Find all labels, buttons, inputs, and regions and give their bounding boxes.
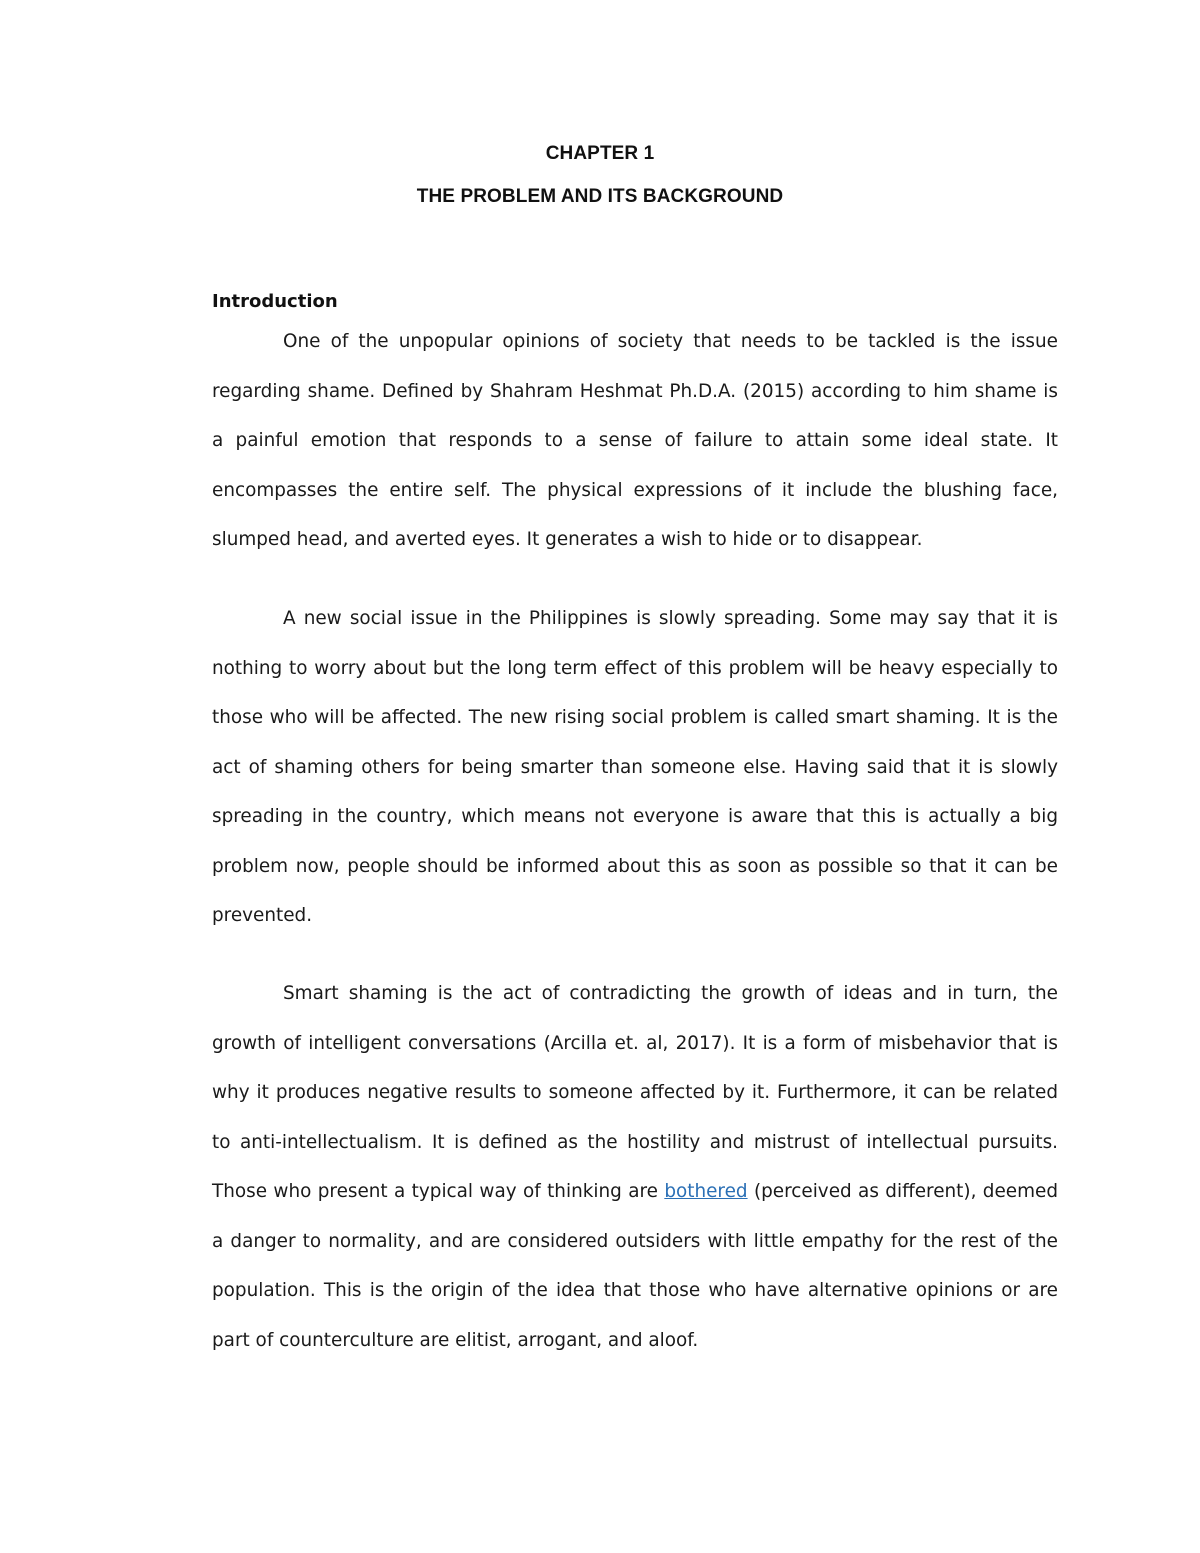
paragraph-anti-intellectualism: [212, 969, 1058, 1365]
section-heading-introduction: Introduction: [212, 291, 338, 312]
chapter-number: CHAPTER 1: [545, 143, 655, 164]
chapter-title: THE PROBLEM AND ITS BACKGROUND: [416, 186, 784, 207]
bothered-link[interactable]: bothered: [664, 1181, 748, 1202]
paragraph-text-before-link: Smart shaming is the act of contradicting the growth of ideas and in turn, the growth of intelligent conversations (Arcilla et. al, 2017). It is a form of misbehavior that is why it produces negative results to someone affected by it. Furthermore, it can be related to anti-intellectualism. It is defined as the hostility and mistrust of intellectual pursuits. Those who present a typical way of thinking are: [212, 983, 1058, 1202]
paragraph-shame-definition: One of the unpopular opinions of society that needs to be tackled is the issue regarding shame. Defined by Shahram Heshmat Ph.D.A. (2015) according to him shame is a painful emotion that responds to a sense of failure to attain some ideal state. It encompasses the entire self. The physical expressions of it include the blushing face, slumped head, and averted eyes. It generates a wish to hide or to disappear.: [212, 331, 1058, 550]
paragraph-smart-shaming-issue: A new social issue in the Philippines is slowly spreading. Some may say that it is nothing to worry about but the long term effect of this problem will be heavy especially to those who will be affected. The new rising social problem is called smart shaming. It is the act of shaming others for being smarter than someone else. Having said that it is slowly spreading in the country, which means not everyone is aware that this is actually a big problem now, people should be informed about this as soon as possible so that it can be prevented.: [212, 608, 1058, 926]
paragraph-text-after-link: (perceived as different), deemed a danger to normality, and are considered outsiders with little empathy for the rest of the population. This is the origin of the idea that those who have alternative opinions or are part of counterculture are elitist, arrogant, and aloof.: [212, 1181, 1058, 1351]
